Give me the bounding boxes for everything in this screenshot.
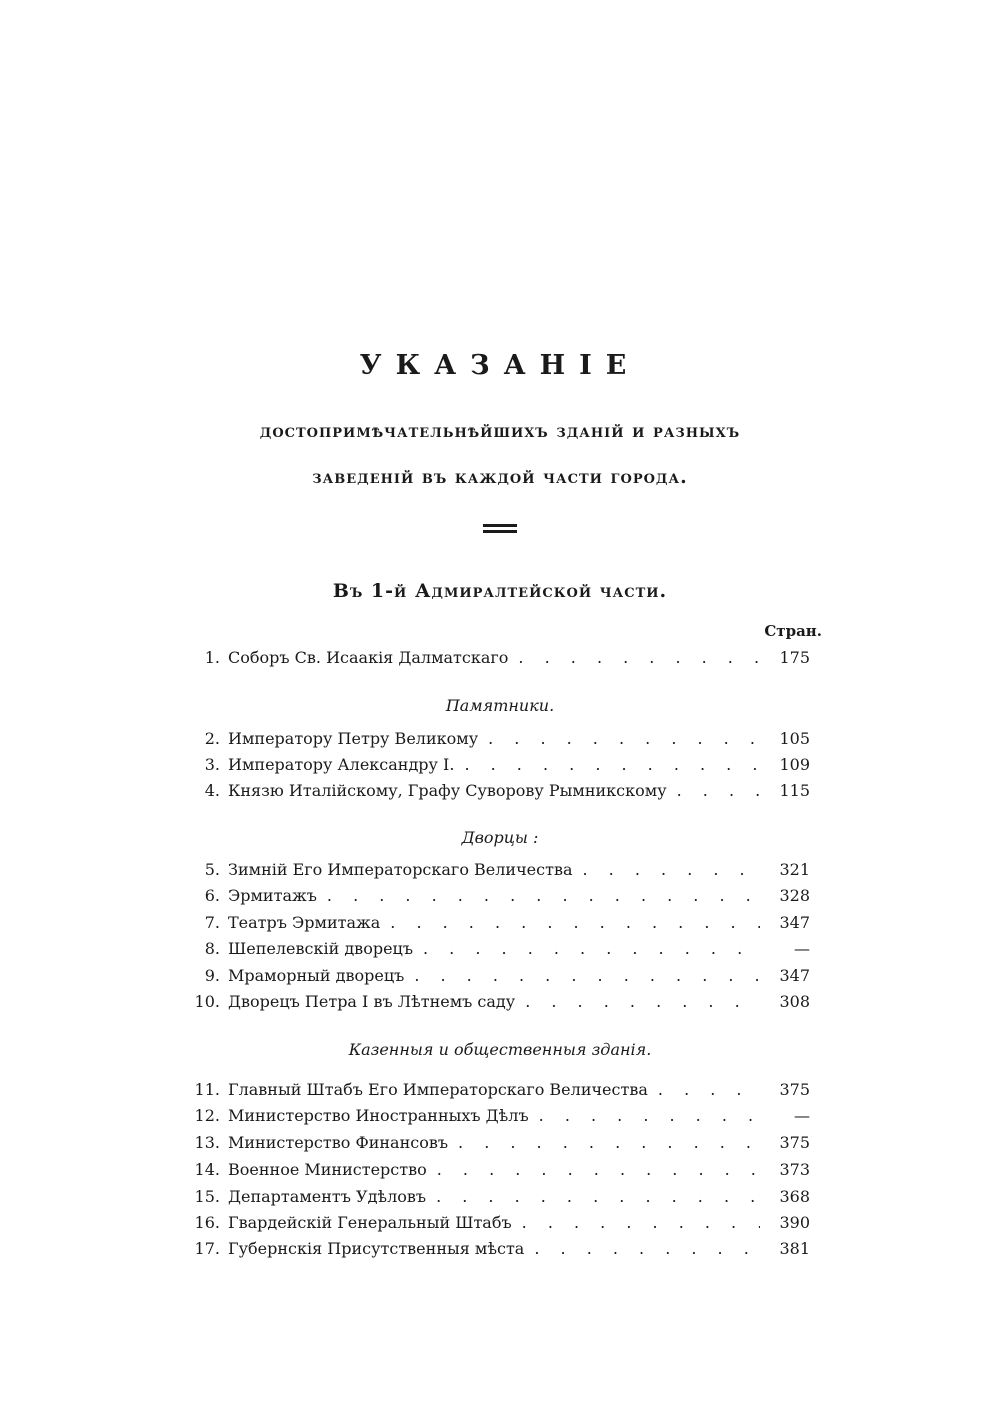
entry-number: 1. <box>204 648 220 667</box>
entry-title: Князю Италійскому, Графу Суворову Рымникскому <box>228 781 667 800</box>
list-item <box>180 781 810 807</box>
dot-leader <box>436 1187 760 1206</box>
dot-leader <box>677 781 760 800</box>
entry-number: 12. <box>194 1106 220 1125</box>
list-item <box>180 1080 810 1106</box>
subtitle-line-1: достопримѣчательнѣйшихъ зданій и разныхъ <box>259 420 741 442</box>
entry-number: 7. <box>204 913 220 932</box>
category-heading-zdaniya: Казенныя и общественныя зданія. <box>348 1040 652 1059</box>
entry-page: 375 <box>779 1080 810 1099</box>
dot-leader <box>539 1106 760 1125</box>
entry-title: Эрмитажъ <box>228 886 317 905</box>
entry-title: Департаментъ Удѣловъ <box>228 1187 427 1206</box>
list-item <box>180 729 810 755</box>
entry-number: 8. <box>204 939 220 958</box>
entry-number: 11. <box>194 1080 220 1099</box>
list-item <box>180 1133 810 1159</box>
dot-leader <box>534 1239 760 1258</box>
entry-title: Губернскія Присутственныя мѣста <box>228 1239 525 1258</box>
list-item <box>180 992 810 1018</box>
list-item <box>180 648 810 674</box>
entry-title: Театръ Эрмитажа <box>228 913 381 932</box>
entry-page: 375 <box>779 1133 810 1152</box>
entry-title: Императору Петру Великому <box>228 729 479 748</box>
entry-title: Министерство Иностранныхъ Дѣлъ <box>228 1106 529 1125</box>
category-heading-dvortsy: Дворцы : <box>461 828 539 847</box>
entry-page: 347 <box>779 913 810 932</box>
list-item <box>180 886 810 912</box>
list-item <box>180 966 810 992</box>
entry-title: Военное Министерство <box>228 1160 427 1179</box>
list-item <box>180 1160 810 1186</box>
category-heading-pamyatniki: Памятники. <box>445 696 555 715</box>
dot-leader <box>390 913 760 932</box>
list-item <box>180 1106 810 1132</box>
list-item <box>180 1187 810 1213</box>
entry-number: 9. <box>204 966 220 985</box>
entry-page: 109 <box>779 755 810 774</box>
dot-leader <box>488 729 760 748</box>
dot-leader <box>464 755 760 774</box>
entry-number: 17. <box>194 1239 220 1258</box>
divider-rule-top <box>483 524 517 527</box>
divider-rule-bottom <box>483 530 517 533</box>
entry-title: Императору Александру I. <box>228 755 455 774</box>
dot-leader <box>327 886 760 905</box>
entry-page: 308 <box>779 992 810 1011</box>
entry-title: Дворецъ Петра I въ Лѣтнемъ саду <box>228 992 516 1011</box>
list-item <box>180 939 810 965</box>
entry-number: 4. <box>204 781 220 800</box>
dot-leader <box>458 1133 760 1152</box>
entry-number: 10. <box>194 992 220 1011</box>
entry-page: 321 <box>779 860 810 879</box>
page-title: УКАЗАНІЕ <box>359 350 641 381</box>
entry-page: 328 <box>779 886 810 905</box>
dot-leader <box>423 939 760 958</box>
dot-leader <box>414 966 760 985</box>
entry-page: 175 <box>779 648 810 667</box>
entry-number: 13. <box>194 1133 220 1152</box>
entry-page: 390 <box>779 1213 810 1232</box>
entry-number: 6. <box>204 886 220 905</box>
entry-number: 5. <box>204 860 220 879</box>
entry-page: 115 <box>779 781 810 800</box>
dot-leader <box>437 1160 760 1179</box>
subtitle-line-2: заведеній въ каждой части города. <box>312 466 688 488</box>
entry-title: Шепелевскій дворецъ <box>228 939 413 958</box>
entry-page: 105 <box>779 729 810 748</box>
list-item <box>180 1213 810 1239</box>
page-column-header: Стран. <box>764 622 822 640</box>
dot-leader <box>518 648 760 667</box>
section-heading: Въ 1-й Адмиралтейской части. <box>332 580 668 602</box>
entry-title: Соборъ Св. Исаакія Далматскаго <box>228 648 509 667</box>
entry-page: 368 <box>779 1187 810 1206</box>
entry-title: Главный Штабъ Его Императорскаго Величества <box>228 1080 648 1099</box>
entry-title: Зимній Его Императорскаго Величества <box>228 860 573 879</box>
dot-leader <box>522 1213 760 1232</box>
entry-number: 2. <box>204 729 220 748</box>
entry-number: 14. <box>194 1160 220 1179</box>
entry-number: 16. <box>194 1213 220 1232</box>
dot-leader <box>525 992 760 1011</box>
list-item <box>180 913 810 939</box>
entry-title: Министерство Финансовъ <box>228 1133 449 1152</box>
entry-number: 3. <box>204 755 220 774</box>
list-item <box>180 1239 810 1265</box>
entry-title: Гвардейскій Генеральный Штабъ <box>228 1213 512 1232</box>
entry-page: — <box>794 1106 810 1125</box>
list-item <box>180 755 810 781</box>
entry-page: 381 <box>779 1239 810 1258</box>
list-item <box>180 860 810 886</box>
entry-page: 373 <box>779 1160 810 1179</box>
dot-leader <box>583 860 761 879</box>
entry-number: 15. <box>194 1187 220 1206</box>
entry-title: Мраморный дворецъ <box>228 966 405 985</box>
dot-leader <box>658 1080 760 1099</box>
entry-page: — <box>794 939 810 958</box>
entry-page: 347 <box>779 966 810 985</box>
